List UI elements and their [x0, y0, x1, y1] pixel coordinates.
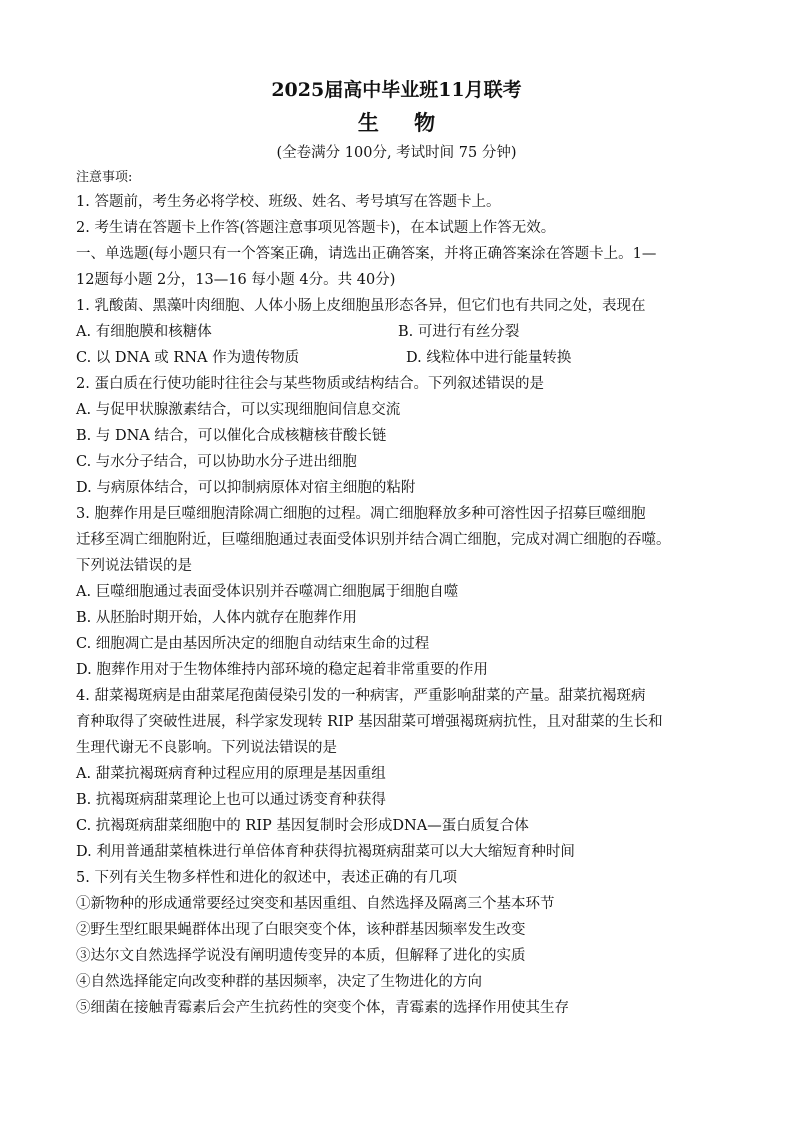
q1-option-d: D. 线粒体中进行能量转换: [406, 350, 572, 366]
q3-option-d: D. 胞葬作用对于生物体维持内部环境的稳定起着非常重要的作用: [76, 662, 488, 678]
q2-option-a: A. 与促甲状腺激素结合，可以实现细胞间信息交流: [76, 402, 401, 418]
q3-stem-line1: 3. 胞葬作用是巨噬细胞清除凋亡细胞的过程。凋亡细胞释放多种可溶性因子招募巨噬细胞: [76, 506, 646, 522]
section1-intro-line2: 12题每小题 2分，13—16 每小题 4分。共 40分): [76, 272, 396, 288]
q1-options-row2: [76, 345, 723, 371]
note-item-1: 1. 答题前，考生务必将学校、班级、姓名、考号填写在答题卡上。: [76, 194, 501, 210]
q2-option-d: D. 与病原体结合，可以抑制病原体对宿主细胞的粘附: [76, 480, 416, 496]
section1-intro-line1: 一、单选题(每小题只有一个答案正确，请选出正确答案，并将正确答案涂在答题卡上。1—: [76, 246, 657, 262]
q1-option-a: A. 有细胞膜和核糖体: [76, 324, 212, 340]
q2-option-c: C. 与水分子结合，可以协助水分子进出细胞: [76, 454, 357, 470]
question-2: [76, 371, 723, 501]
q3-stem-line3: 下列说法错误的是: [76, 558, 192, 574]
q4-option-a: A. 甜菜抗褐斑病育种过程应用的原理是基因重组: [76, 766, 386, 782]
q1-options-row1: [76, 319, 723, 345]
q1-option-b: B. 可进行有丝分裂: [398, 324, 520, 340]
question-5: [76, 865, 723, 1021]
q5-statement-4: ④自然选择能定向改变种群的基因频率，决定了生物进化的方向: [76, 974, 482, 990]
q5-statement-5: ⑤细菌在接触青霉素后会产生抗药性的突变个体，青霉素的选择作用使其生存: [76, 1000, 569, 1016]
q4-stem-line1: 4. 甜菜褐斑病是由甜菜尾孢菌侵染引发的一种病害，严重影响甜菜的产量。甜菜抗褐斑病: [76, 688, 646, 704]
q4-stem-line2: 育种取得了突破性进展，科学家发现转 RIP 基因甜菜可增强褐斑病抗性，且对甜菜的生长和: [76, 714, 663, 730]
q4-option-d: D. 利用普通甜菜植株进行单倍体育种获得抗褐斑病甜菜可以大大缩短育种时间: [76, 844, 575, 860]
q1-option-c: C. 以 DNA 或 RNA 作为遗传物质: [76, 350, 300, 366]
q3-option-b: B. 从胚胎时期开始，人体内就存在胞葬作用: [76, 610, 357, 626]
exam-title: 2025届高中毕业班11月联考: [271, 79, 522, 101]
q5-statement-2: ②野生型红眼果蝇群体出现了白眼突变个体，该种群基因频率发生改变: [76, 922, 526, 938]
question-3: [76, 501, 723, 683]
q5-statement-1: ①新物种的形成通常要经过突变和基因重组、自然选择及隔离三个基本环节: [76, 896, 555, 912]
q3-option-c: C. 细胞凋亡是由基因所决定的细胞自动结束生命的过程: [76, 636, 430, 652]
q5-statement-3: ③达尔文自然选择学说没有阐明遗传变异的本质，但解释了进化的实质: [76, 948, 526, 964]
q4-option-c: C. 抗褐斑病甜菜细胞中的 RIP 基因复制时会形成DNA—蛋白质复合体: [76, 818, 529, 834]
q2-option-b: B. 与 DNA 结合，可以催化合成核糖核苷酸长链: [76, 428, 387, 444]
q4-option-b: B. 抗褐斑病甜菜理论上也可以通过诱变育种获得: [76, 792, 386, 808]
q3-option-a: A. 巨噬细胞通过表面受体识别并吞噬凋亡细胞属于细胞自噬: [76, 584, 459, 600]
question-1: [76, 293, 723, 371]
q4-stem-line3: 生理代谢无不良影响。下列说法错误的是: [76, 740, 337, 756]
exam-subject: 生 物: [357, 110, 450, 135]
question-4: [76, 683, 723, 865]
q2-stem: 2. 蛋白质在行使功能时往往会与某些物质或结构结合。下列叙述错误的是: [76, 376, 544, 392]
q1-stem: 1. 乳酸菌、黑藻叶肉细胞、人体小肠上皮细胞虽形态各异，但它们也有共同之处，表现在: [76, 298, 646, 314]
exam-content: [0, 167, 793, 1021]
exam-meta: (全卷满分 100分, 考试时间 75 分钟): [276, 145, 517, 161]
notes-heading: 注意事项:: [76, 170, 133, 185]
note-item-2: 2. 考生请在答题卡上作答(答题注意事项见答题卡)，在本试题上作答无效。: [76, 220, 556, 236]
q5-stem: 5. 下列有关生物多样性和进化的叙述中，表述正确的有几项: [76, 870, 457, 886]
q3-stem-line2: 迁移至凋亡细胞附近，巨噬细胞通过表面受体识别并结合凋亡细胞，完成对凋亡细胞的吞噬。: [76, 532, 671, 548]
